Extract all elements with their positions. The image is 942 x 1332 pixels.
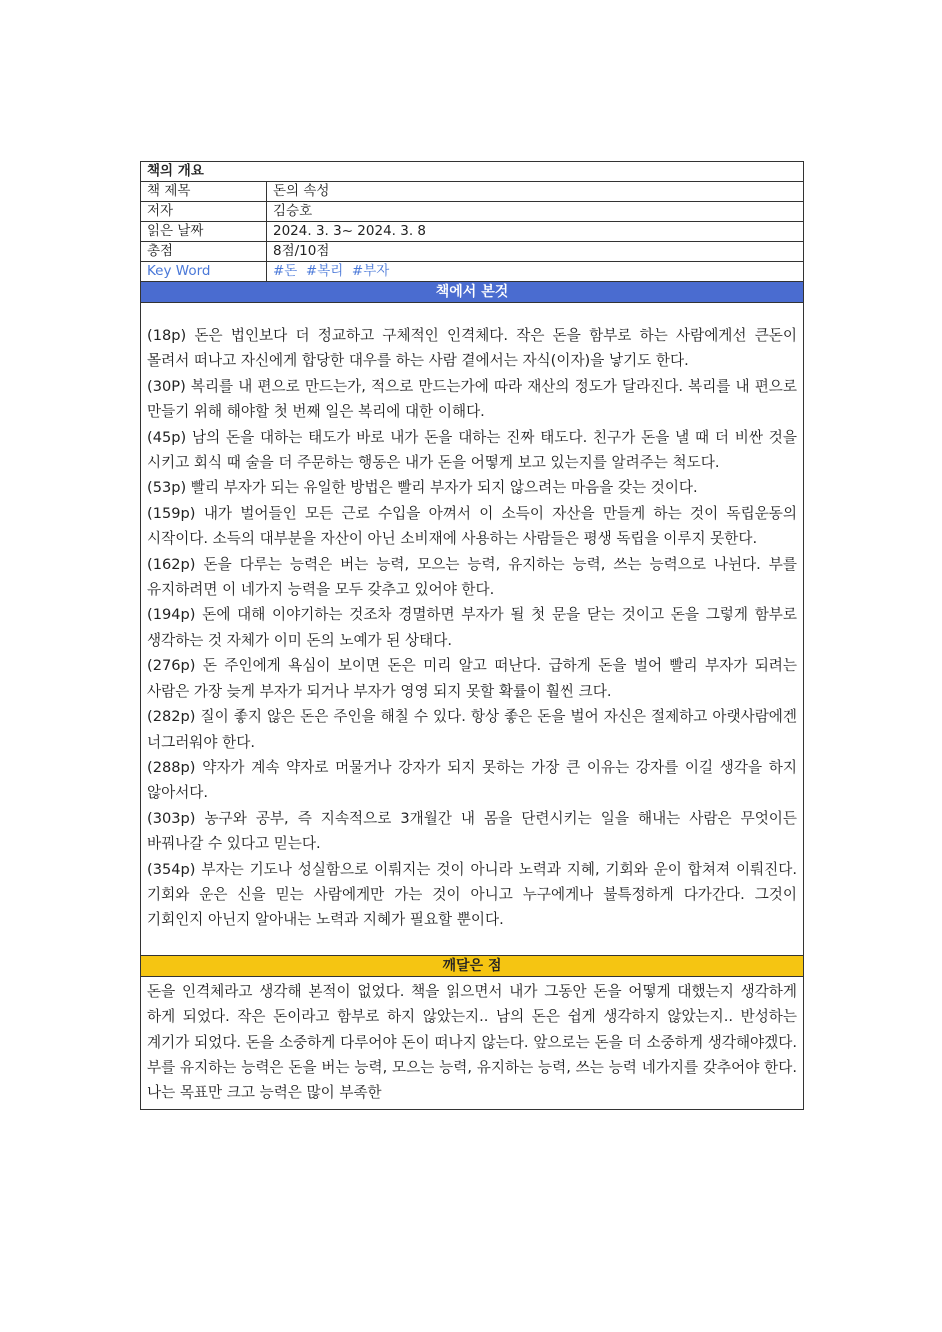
note-item: (53p) 빨리 부자가 되는 유일한 방법은 빨리 부자가 되지 않으려는 마음을 갖는 것이다. xyxy=(147,479,698,497)
title-row xyxy=(141,182,803,202)
note-item: (276p) 돈 주인에게 욕심이 보이면 돈은 미리 알고 떠난다. 급하게 돈을 벌어 빨리 부자가 되려는 사람은 가장 늦게 부자가 되거나 부자가 영영 되지 못할 확률이 훨씬 크다. xyxy=(147,657,797,700)
overview-header-row xyxy=(141,162,803,182)
notes-section-body xyxy=(141,303,803,956)
note-item: (18p) 돈은 법인보다 더 정교하고 구체적인 인격체다. 작은 돈을 함부로 하는 사람에게선 큰돈이 몰려서 떠나고 자신에게 합당한 대우를 하는 사람 곁에서는 자식(이자)을 낳기도 한다. xyxy=(147,327,797,370)
read-date-value: 2024. 3. 3~ 2024. 3. 8 xyxy=(273,223,427,239)
title-value: 돈의 속성 xyxy=(273,183,330,199)
note-item: (288p) 약자가 계속 약자로 머물거나 강자가 되지 못하는 가장 큰 이유는 강자를 이길 생각을 하지 않아서다. xyxy=(147,758,797,802)
note-item: (194p) 돈에 대해 이야기하는 것조차 경멸하면 부자가 될 첫 문을 닫는 것이고 돈을 그렇게 함부로 생각하는 것 자체가 이미 돈의 노예가 된 상태다. xyxy=(147,606,797,649)
note-item: (30P) 복리를 내 편으로 만드는가, 적으로 만드는가에 따라 재산의 정도가 달라진다. 복리를 내 편으로 만들기 위해 해야할 첫 번째 일은 복리에 대한 이해다. xyxy=(147,377,797,421)
score-value: 8점/10점 xyxy=(273,243,330,259)
overview-header: 책의 개요 xyxy=(147,163,204,179)
read-date-row xyxy=(141,222,803,242)
book-report-document xyxy=(140,161,804,1110)
keyword-row xyxy=(141,262,803,282)
score-label: 총점 xyxy=(141,242,267,261)
note-item: (303p) 농구와 공부, 즉 지속적으로 3개월간 내 몸을 단련시키는 일을 해내는 사람은 무엇이든 바꿔나갈 수 있다고 믿는다. xyxy=(147,809,797,853)
reflection-section-title: 깨달은 점 xyxy=(141,956,803,977)
keyword-value: #돈 #복리 #부자 xyxy=(273,263,390,279)
notes-section-title: 책에서 본것 xyxy=(141,282,803,303)
read-date-label: 읽은 날짜 xyxy=(141,222,267,241)
reflection-text: 돈을 인격체라고 생각해 본적이 없었다. 책을 읽으면서 내가 그동안 돈을 어떻게 대했는지 생각하게 하게 되었다. 작은 돈이라고 함부로 하지 않았는지.. 남의 돈은 쉽게 생각하지 않았는지.. 반성하는 계기가 되었다. 돈을 소중하게 다루어야 돈이 떠나지 않는다. 앞으로는 돈을 더 소중하게 생각해야겠다. 부를 유지하는 능력은 돈을 버는 능력, 모으는 능력, 유지하는 능력, 쓰는 능력 네가지를 갖추어야 한다. 나는 목표만 크고 능력은 많이 부족한 xyxy=(147,982,797,1102)
note-item: (162p) 돈을 다루는 능력은 버는 능력, 모으는 능력, 유지하는 능력, 쓰는 능력으로 나뉜다. 부를 유지하려면 이 네가지 능력을 모두 갖추고 있어야 한다. xyxy=(147,555,797,599)
keyword-label: Key Word xyxy=(141,262,267,281)
author-label: 저자 xyxy=(141,202,267,221)
note-item: (45p) 남의 돈을 대하는 태도가 바로 내가 돈을 대하는 진짜 태도다. 친구가 돈을 낼 때 더 비싼 것을 시키고 회식 때 술을 더 주문하는 행동은 내가 돈을 어떻게 보고 있는지를 알려주는 척도다. xyxy=(147,428,797,472)
note-item: (282p) 질이 좋지 않은 돈은 주인을 해칠 수 있다. 항상 좋은 돈을 벌어 자신은 절제하고 아랫사람에겐 너그러워야 한다. xyxy=(147,708,797,751)
note-item: (159p) 내가 벌어들인 모든 근로 수입을 아껴서 이 소득이 자산을 만들게 하는 것이 독립운동의 시작이다. 소득의 대부분을 자산이 아닌 소비재에 사용하는 사람들은 평생 독립을 이루지 못한다. xyxy=(147,504,797,548)
author-row xyxy=(141,202,803,222)
author-value: 김승호 xyxy=(273,203,313,219)
score-row xyxy=(141,242,803,262)
title-label: 책 제목 xyxy=(141,182,267,201)
note-item: (354p) 부자는 기도나 성실함으로 이뤄지는 것이 아니라 노력과 지혜, 기회와 운이 합쳐져 이뤄진다. 기회와 운은 신을 믿는 사람에게만 가는 것이 아니고 누구에게나 불특정하게 다가간다. 그것이 기회인지 아닌지 알아내는 노력과 지혜가 필요할 뿐이다. xyxy=(147,860,797,929)
